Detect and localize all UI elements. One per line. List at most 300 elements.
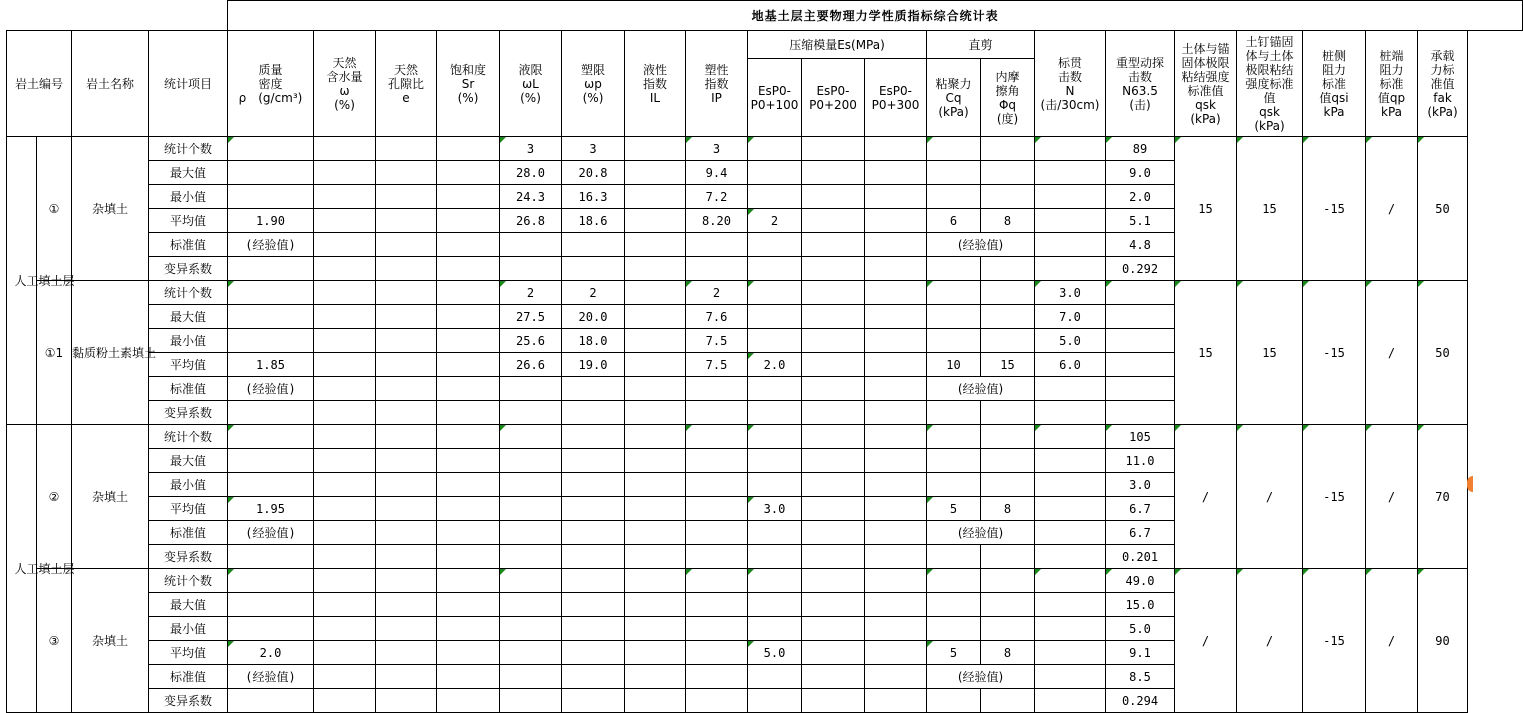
cell-ll bbox=[500, 401, 562, 425]
cell-es1 bbox=[748, 233, 802, 257]
cell-ip: 7.6 bbox=[686, 305, 748, 329]
cell-dpt: 5.1 bbox=[1106, 209, 1175, 233]
cell-pl bbox=[562, 233, 625, 257]
cell-pl bbox=[562, 521, 625, 545]
header-plasticity-index bbox=[686, 31, 748, 137]
stat-item: 最小值 bbox=[149, 617, 228, 641]
cell-sr bbox=[437, 377, 500, 401]
cell-w bbox=[314, 521, 376, 545]
cell-w bbox=[314, 425, 376, 449]
cell-rho: 1.95 bbox=[228, 497, 314, 521]
header-line: ωp bbox=[584, 76, 602, 91]
cell-sr bbox=[437, 353, 500, 377]
cell-phi bbox=[981, 545, 1035, 569]
header-line: P0+100 bbox=[750, 97, 799, 112]
cell-pl: 3 bbox=[562, 137, 625, 161]
cell-qsi: -15 bbox=[1303, 425, 1366, 569]
cell-spt bbox=[1035, 473, 1106, 497]
header-plastic-limit bbox=[562, 31, 625, 137]
cell-pl bbox=[562, 425, 625, 449]
cell-ll bbox=[500, 665, 562, 689]
cell-e bbox=[376, 617, 437, 641]
cell-ll bbox=[500, 377, 562, 401]
stat-item: 变异系数 bbox=[149, 689, 228, 713]
stat-item: 标准值 bbox=[149, 665, 228, 689]
cell-es1 bbox=[748, 137, 802, 161]
cell-rho bbox=[228, 137, 314, 161]
cell-es1 bbox=[748, 665, 802, 689]
cell-sr bbox=[437, 569, 500, 593]
stat-item: 标准值 bbox=[149, 377, 228, 401]
header-line: 粘聚力 bbox=[935, 76, 972, 91]
header-line: N63.5 bbox=[1122, 83, 1158, 98]
cell-phi bbox=[981, 185, 1035, 209]
cell-il bbox=[625, 257, 686, 281]
layer-group-text: 人工填土层 bbox=[14, 273, 75, 288]
cell-c bbox=[927, 689, 981, 713]
cell-e bbox=[376, 593, 437, 617]
cell-es1 bbox=[748, 185, 802, 209]
stat-item: 最小值 bbox=[149, 185, 228, 209]
cell-es1: 2.0 bbox=[748, 353, 802, 377]
cell-es3 bbox=[865, 425, 927, 449]
cell-pl: 20.8 bbox=[562, 161, 625, 185]
cell-es2 bbox=[802, 425, 865, 449]
cell-rho bbox=[228, 329, 314, 353]
header-nail-bond bbox=[1237, 31, 1303, 137]
header-line: ω bbox=[339, 83, 350, 98]
header-line: (击) bbox=[1129, 97, 1151, 112]
header-line: (%) bbox=[457, 90, 479, 105]
cell-sr bbox=[437, 209, 500, 233]
cell-w bbox=[314, 449, 376, 473]
cell-spt bbox=[1035, 593, 1106, 617]
cell-e bbox=[376, 401, 437, 425]
cell-es2 bbox=[802, 401, 865, 425]
cell-qsk_nail: / bbox=[1237, 425, 1303, 569]
cell-w bbox=[314, 281, 376, 305]
header-line: 液限 bbox=[518, 62, 543, 77]
cell-es2 bbox=[802, 569, 865, 593]
cell-es2 bbox=[802, 545, 865, 569]
cell-ip bbox=[686, 593, 748, 617]
cell-spt bbox=[1035, 665, 1106, 689]
table-row bbox=[7, 425, 1523, 449]
cell-ll: 25.6 bbox=[500, 329, 562, 353]
header-line: 标准 bbox=[1321, 76, 1346, 91]
cell-il bbox=[625, 137, 686, 161]
cell-phi bbox=[981, 449, 1035, 473]
cell-ip bbox=[686, 569, 748, 593]
cell-c bbox=[927, 281, 981, 305]
cell-dpt bbox=[1106, 353, 1175, 377]
stat-item: 最大值 bbox=[149, 161, 228, 185]
cell-phi bbox=[981, 305, 1035, 329]
cell-qp: / bbox=[1366, 281, 1418, 425]
cell-pl bbox=[562, 377, 625, 401]
cell-spt bbox=[1035, 401, 1106, 425]
cell-sr bbox=[437, 401, 500, 425]
cell-es3 bbox=[865, 449, 927, 473]
header-line: fak bbox=[1433, 90, 1452, 105]
cell-es2 bbox=[802, 185, 865, 209]
header-line: (击/30cm) bbox=[1040, 97, 1100, 112]
cell-es2 bbox=[802, 497, 865, 521]
cell-il bbox=[625, 401, 686, 425]
header-line: Cq bbox=[945, 90, 962, 105]
cell-qsk_nail: 15 bbox=[1237, 281, 1303, 425]
cell-spt bbox=[1035, 377, 1106, 401]
header-layer-no: 岩土编号 bbox=[7, 31, 72, 137]
cell-fak: 90 bbox=[1418, 569, 1468, 713]
cell-dpt: 49.0 bbox=[1106, 569, 1175, 593]
cell-phi bbox=[981, 257, 1035, 281]
stat-item: 最大值 bbox=[149, 449, 228, 473]
cell-c: 10 bbox=[927, 353, 981, 377]
header-line: 孔隙比 bbox=[387, 76, 424, 91]
cell-pl: 16.3 bbox=[562, 185, 625, 209]
stat-item: 变异系数 bbox=[149, 257, 228, 281]
cell-e bbox=[376, 209, 437, 233]
cell-es1 bbox=[748, 377, 802, 401]
cell-dpt: 11.0 bbox=[1106, 449, 1175, 473]
header-line: 重型动探 bbox=[1115, 55, 1164, 70]
cell-es3 bbox=[865, 353, 927, 377]
cell-w bbox=[314, 593, 376, 617]
cell-es1 bbox=[748, 425, 802, 449]
cell-es3 bbox=[865, 665, 927, 689]
header-line: 密度 bbox=[258, 76, 283, 91]
cell-sr bbox=[437, 233, 500, 257]
cell-e bbox=[376, 665, 437, 689]
cell-es2 bbox=[802, 305, 865, 329]
cell-es1: 5.0 bbox=[748, 641, 802, 665]
header-liquid-limit bbox=[500, 31, 562, 137]
header-line: 值qp bbox=[1377, 90, 1406, 105]
header-line: 桩侧 bbox=[1321, 48, 1346, 63]
layer-number: ① bbox=[37, 137, 72, 281]
cell-sr bbox=[437, 185, 500, 209]
cell-ip bbox=[686, 641, 748, 665]
header-line: ρ (g/cm³) bbox=[238, 90, 303, 105]
cell-phi bbox=[981, 401, 1035, 425]
header-stat: 统计项目 bbox=[149, 31, 228, 137]
cell-dpt: 0.294 bbox=[1106, 689, 1175, 713]
cell-ll: 28.0 bbox=[500, 161, 562, 185]
cell-es3 bbox=[865, 161, 927, 185]
cell-sr bbox=[437, 497, 500, 521]
cell-dpt bbox=[1106, 305, 1175, 329]
cell-pl: 20.0 bbox=[562, 305, 625, 329]
cell-es1 bbox=[748, 329, 802, 353]
cell-spt: 7.0 bbox=[1035, 305, 1106, 329]
header-es-200 bbox=[802, 59, 865, 137]
header-line: kPa bbox=[1323, 104, 1345, 119]
header-line: 塑性 bbox=[704, 62, 729, 77]
cell-il bbox=[625, 353, 686, 377]
cell-qsk_nail: 15 bbox=[1237, 137, 1303, 281]
header-line: 液性 bbox=[642, 62, 667, 77]
cell-il bbox=[625, 305, 686, 329]
cell-spt bbox=[1035, 449, 1106, 473]
cell-rho bbox=[228, 257, 314, 281]
cell-es2 bbox=[802, 377, 865, 401]
cell-sr bbox=[437, 329, 500, 353]
cell-w bbox=[314, 137, 376, 161]
cell-e bbox=[376, 233, 437, 257]
cell-sr bbox=[437, 593, 500, 617]
header-line: 阻力 bbox=[1321, 62, 1346, 77]
cell-phi bbox=[981, 593, 1035, 617]
cell-e bbox=[376, 689, 437, 713]
cell-qsi: -15 bbox=[1303, 137, 1366, 281]
cell-ll bbox=[500, 521, 562, 545]
cell-phi: 8 bbox=[981, 209, 1035, 233]
layer-number: ①1 bbox=[37, 281, 72, 425]
cell-dpt: 5.0 bbox=[1106, 617, 1175, 641]
header-dpt bbox=[1106, 31, 1175, 137]
cell-c bbox=[927, 257, 981, 281]
cell-ll bbox=[500, 641, 562, 665]
cell-ip bbox=[686, 665, 748, 689]
cell-pl bbox=[562, 689, 625, 713]
cell-e bbox=[376, 257, 437, 281]
cell-phi: 15 bbox=[981, 353, 1035, 377]
header-liquidity-index bbox=[625, 31, 686, 137]
cell-rho bbox=[228, 473, 314, 497]
stat-item: 最小值 bbox=[149, 329, 228, 353]
cell-es1 bbox=[748, 281, 802, 305]
cell-il bbox=[625, 185, 686, 209]
layer-number: ③ bbox=[37, 569, 72, 713]
cell-spt bbox=[1035, 641, 1106, 665]
cell-c bbox=[927, 593, 981, 617]
cell-es3 bbox=[865, 497, 927, 521]
shear-note: (经验值) bbox=[927, 233, 1035, 257]
header-line: 击数 bbox=[1127, 69, 1152, 84]
cell-qsk_anchor: / bbox=[1175, 569, 1237, 713]
cell-spt: 5.0 bbox=[1035, 329, 1106, 353]
cell-qp: / bbox=[1366, 137, 1418, 281]
cell-il bbox=[625, 569, 686, 593]
header-line: P0+200 bbox=[809, 97, 857, 112]
cell-ip bbox=[686, 233, 748, 257]
header-line: 含水量 bbox=[326, 69, 363, 84]
cell-rho: (经验值) bbox=[228, 377, 314, 401]
cell-spt bbox=[1035, 233, 1106, 257]
cell-w bbox=[314, 209, 376, 233]
header-line: 强度标准 bbox=[1245, 76, 1294, 91]
layer-name: 杂填土 bbox=[72, 425, 149, 569]
cell-es3 bbox=[865, 329, 927, 353]
cell-w bbox=[314, 185, 376, 209]
header-line: (%) bbox=[334, 97, 355, 112]
header-line: 粘结强度 bbox=[1181, 69, 1230, 84]
cell-c bbox=[927, 137, 981, 161]
header-line: 准值 bbox=[1430, 76, 1455, 91]
cell-es3 bbox=[865, 209, 927, 233]
cell-pl bbox=[562, 617, 625, 641]
cell-rho bbox=[228, 305, 314, 329]
header-line: 固体极限 bbox=[1181, 55, 1230, 70]
cell-qp: / bbox=[1366, 569, 1418, 713]
cell-sr bbox=[437, 521, 500, 545]
cell-rho: (经验值) bbox=[228, 521, 314, 545]
cell-rho bbox=[228, 161, 314, 185]
header-line: (kPa) bbox=[1254, 118, 1285, 133]
cell-ll bbox=[500, 257, 562, 281]
cell-spt bbox=[1035, 617, 1106, 641]
cell-dpt: 89 bbox=[1106, 137, 1175, 161]
cell-es2 bbox=[802, 689, 865, 713]
cell-il bbox=[625, 617, 686, 641]
header-line: IP bbox=[711, 90, 722, 105]
stat-item: 标准值 bbox=[149, 521, 228, 545]
cell-pl: 2 bbox=[562, 281, 625, 305]
cell-il bbox=[625, 329, 686, 353]
cell-es3 bbox=[865, 545, 927, 569]
cell-sr bbox=[437, 305, 500, 329]
header-line: IL bbox=[649, 90, 661, 105]
cell-ip bbox=[686, 257, 748, 281]
cell-fak: 50 bbox=[1418, 281, 1468, 425]
cell-w bbox=[314, 569, 376, 593]
cell-dpt: 15.0 bbox=[1106, 593, 1175, 617]
stat-item: 平均值 bbox=[149, 353, 228, 377]
stat-item: 平均值 bbox=[149, 641, 228, 665]
stat-item: 统计个数 bbox=[149, 281, 228, 305]
cell-ll bbox=[500, 617, 562, 641]
cell-rho: 1.85 bbox=[228, 353, 314, 377]
header-pile-side bbox=[1303, 31, 1366, 137]
cell-dpt bbox=[1106, 377, 1175, 401]
header-line: qsk bbox=[1195, 97, 1216, 112]
header-line: 土钉锚固 bbox=[1245, 34, 1294, 49]
cell-es3 bbox=[865, 137, 927, 161]
stat-item: 统计个数 bbox=[149, 137, 228, 161]
cell-ll: 3 bbox=[500, 137, 562, 161]
header-line: 内摩 bbox=[995, 69, 1020, 84]
cell-phi bbox=[981, 689, 1035, 713]
cell-dpt: 9.1 bbox=[1106, 641, 1175, 665]
cell-e bbox=[376, 473, 437, 497]
cell-pl: 19.0 bbox=[562, 353, 625, 377]
stat-item: 最小值 bbox=[149, 473, 228, 497]
header-line: 值qsi bbox=[1319, 90, 1349, 105]
cell-sr bbox=[437, 665, 500, 689]
header-line: 塑限 bbox=[580, 62, 605, 77]
header-line: P0+300 bbox=[871, 97, 920, 112]
cell-c: 5 bbox=[927, 641, 981, 665]
cell-rho bbox=[228, 281, 314, 305]
cell-ll bbox=[500, 425, 562, 449]
stat-item: 变异系数 bbox=[149, 545, 228, 569]
cell-pl bbox=[562, 545, 625, 569]
cell-dpt bbox=[1106, 401, 1175, 425]
cell-rho bbox=[228, 569, 314, 593]
cell-w bbox=[314, 689, 376, 713]
cell-il bbox=[625, 281, 686, 305]
cell-ll: 2 bbox=[500, 281, 562, 305]
cell-es1 bbox=[748, 401, 802, 425]
cell-rho bbox=[228, 617, 314, 641]
cell-ip: 3 bbox=[686, 137, 748, 161]
cell-rho: 2.0 bbox=[228, 641, 314, 665]
cell-il bbox=[625, 377, 686, 401]
cell-ip bbox=[686, 497, 748, 521]
cell-e bbox=[376, 425, 437, 449]
cell-w bbox=[314, 161, 376, 185]
layer-name: 杂填土 bbox=[72, 569, 149, 713]
cell-sr bbox=[437, 137, 500, 161]
header-line: EsP0- bbox=[816, 83, 850, 98]
cell-dpt: 0.292 bbox=[1106, 257, 1175, 281]
cell-es2 bbox=[802, 281, 865, 305]
cell-spt bbox=[1035, 521, 1106, 545]
header-line: 天然 bbox=[393, 62, 418, 77]
cell-ll: 24.3 bbox=[500, 185, 562, 209]
cell-qsk_nail: / bbox=[1237, 569, 1303, 713]
cell-il bbox=[625, 233, 686, 257]
table-row bbox=[7, 569, 1523, 593]
cell-e bbox=[376, 521, 437, 545]
cell-w bbox=[314, 665, 376, 689]
header-line: kPa bbox=[1381, 104, 1402, 119]
cell-pl bbox=[562, 473, 625, 497]
cell-c bbox=[927, 185, 981, 209]
cell-rho bbox=[228, 545, 314, 569]
header-line: (度) bbox=[996, 111, 1019, 126]
cell-phi: 8 bbox=[981, 641, 1035, 665]
cell-sr bbox=[437, 545, 500, 569]
cell-ll bbox=[500, 233, 562, 257]
cell-pl bbox=[562, 641, 625, 665]
cell-il bbox=[625, 209, 686, 233]
stat-item: 标准值 bbox=[149, 233, 228, 257]
cell-es1 bbox=[748, 593, 802, 617]
cell-w bbox=[314, 641, 376, 665]
cell-es2 bbox=[802, 641, 865, 665]
cell-c bbox=[927, 473, 981, 497]
cell-ip bbox=[686, 617, 748, 641]
cell-e bbox=[376, 161, 437, 185]
cell-c: 5 bbox=[927, 497, 981, 521]
cell-fak: 70 bbox=[1418, 425, 1468, 569]
header-line: 天然 bbox=[332, 55, 357, 70]
shear-note: (经验值) bbox=[927, 521, 1035, 545]
cell-il bbox=[625, 545, 686, 569]
cell-spt bbox=[1035, 569, 1106, 593]
cell-dpt: 3.0 bbox=[1106, 473, 1175, 497]
cell-dpt: 8.5 bbox=[1106, 665, 1175, 689]
stat-item: 统计个数 bbox=[149, 425, 228, 449]
cell-ip bbox=[686, 425, 748, 449]
cell-es3 bbox=[865, 185, 927, 209]
shear-note: (经验值) bbox=[927, 377, 1035, 401]
cell-fak: 50 bbox=[1418, 137, 1468, 281]
cell-sr bbox=[437, 617, 500, 641]
cell-qp: / bbox=[1366, 425, 1418, 569]
cell-es1 bbox=[748, 545, 802, 569]
cell-e bbox=[376, 449, 437, 473]
cell-il bbox=[625, 473, 686, 497]
cell-ip: 9.4 bbox=[686, 161, 748, 185]
cell-rho: (经验值) bbox=[228, 665, 314, 689]
cell-dpt: 6.7 bbox=[1106, 521, 1175, 545]
cell-pl: 18.6 bbox=[562, 209, 625, 233]
cell-es1 bbox=[748, 161, 802, 185]
cell-phi bbox=[981, 473, 1035, 497]
